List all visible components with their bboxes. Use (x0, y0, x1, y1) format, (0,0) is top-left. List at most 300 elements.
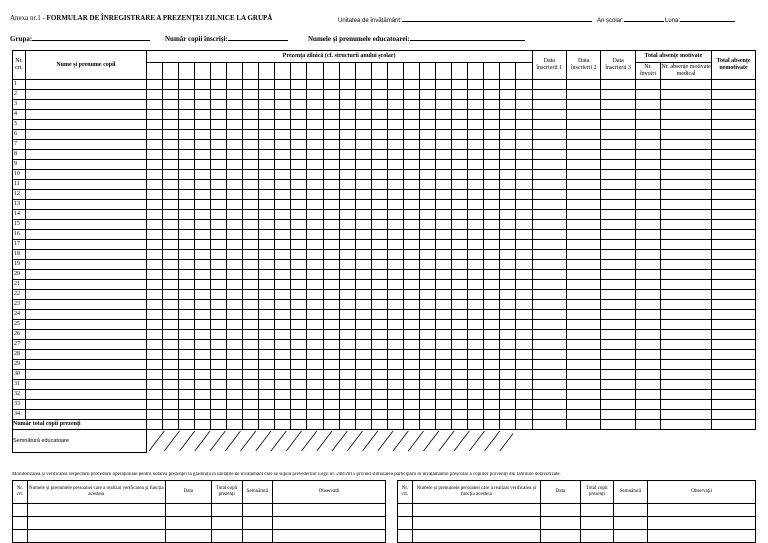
presence-cell[interactable] (227, 410, 243, 420)
presence-cell[interactable] (194, 390, 210, 400)
presence-cell[interactable] (468, 280, 484, 290)
presence-cell[interactable] (178, 270, 194, 280)
presence-cell[interactable] (339, 120, 355, 130)
presence-cell[interactable] (452, 90, 468, 100)
child-name-cell[interactable] (26, 110, 147, 120)
presence-cell[interactable] (403, 380, 419, 390)
presence-cell[interactable] (403, 250, 419, 260)
summary-cell[interactable] (661, 380, 712, 390)
presence-cell[interactable] (259, 370, 275, 380)
presence-cell[interactable] (452, 200, 468, 210)
presence-cell[interactable] (452, 380, 468, 390)
presence-cell[interactable] (227, 220, 243, 230)
child-name-cell[interactable] (26, 340, 147, 350)
signature-slash[interactable] (210, 431, 225, 451)
presence-cell[interactable] (178, 280, 194, 290)
presence-cell[interactable] (484, 270, 500, 280)
presence-cell[interactable] (452, 330, 468, 340)
presence-cell[interactable] (259, 180, 275, 190)
summary-cell[interactable] (532, 240, 566, 250)
presence-cell[interactable] (243, 250, 259, 260)
presence-cell[interactable] (403, 110, 419, 120)
presence-cell[interactable] (371, 100, 387, 110)
summary-cell[interactable] (635, 190, 660, 200)
presence-cell[interactable] (162, 110, 178, 120)
presence-cell[interactable] (371, 320, 387, 330)
presence-cell[interactable] (436, 260, 452, 270)
presence-cell[interactable] (420, 310, 436, 320)
summary-cell[interactable] (567, 270, 601, 280)
presence-cell[interactable] (436, 280, 452, 290)
summary-cell[interactable] (532, 330, 566, 340)
presence-cell[interactable] (516, 190, 532, 200)
presence-cell[interactable] (194, 150, 210, 160)
presence-cell[interactable] (227, 360, 243, 370)
presence-cell[interactable] (323, 100, 339, 110)
presence-cell[interactable] (403, 140, 419, 150)
presence-cell[interactable] (516, 90, 532, 100)
verification-cell[interactable] (412, 504, 540, 517)
summary-cell[interactable] (532, 190, 566, 200)
summary-cell[interactable] (567, 170, 601, 180)
signature-slash[interactable] (194, 431, 209, 451)
presence-cell[interactable] (371, 200, 387, 210)
total-present-cell[interactable] (403, 420, 419, 430)
presence-cell[interactable] (516, 310, 532, 320)
summary-cell[interactable] (661, 400, 712, 410)
total-present-cell[interactable] (243, 420, 259, 430)
child-name-cell[interactable] (26, 150, 147, 160)
presence-cell[interactable] (194, 350, 210, 360)
presence-cell[interactable] (371, 360, 387, 370)
presence-cell[interactable] (227, 110, 243, 120)
presence-cell[interactable] (339, 240, 355, 250)
presence-cell[interactable] (500, 150, 516, 160)
summary-cell[interactable] (661, 130, 712, 140)
presence-cell[interactable] (162, 400, 178, 410)
summary-cell[interactable] (635, 260, 660, 270)
presence-cell[interactable] (468, 370, 484, 380)
presence-cell[interactable] (484, 200, 500, 210)
presence-cell[interactable] (162, 380, 178, 390)
presence-cell[interactable] (387, 350, 403, 360)
presence-cell[interactable] (178, 340, 194, 350)
presence-cell[interactable] (146, 250, 162, 260)
presence-cell[interactable] (355, 210, 371, 220)
presence-cell[interactable] (146, 110, 162, 120)
presence-cell[interactable] (291, 90, 307, 100)
verification-cell[interactable] (242, 530, 273, 543)
presence-cell[interactable] (291, 280, 307, 290)
presence-cell[interactable] (436, 130, 452, 140)
presence-cell[interactable] (162, 310, 178, 320)
presence-cell[interactable] (259, 190, 275, 200)
presence-cell[interactable] (307, 180, 323, 190)
presence-cell[interactable] (194, 180, 210, 190)
presence-cell[interactable] (243, 130, 259, 140)
presence-cell[interactable] (484, 140, 500, 150)
presence-cell[interactable] (146, 380, 162, 390)
presence-cell[interactable] (210, 110, 226, 120)
presence-cell[interactable] (420, 190, 436, 200)
summary-cell[interactable] (712, 110, 756, 120)
presence-cell[interactable] (468, 390, 484, 400)
presence-cell[interactable] (210, 270, 226, 280)
presence-cell[interactable] (371, 180, 387, 190)
presence-cell[interactable] (323, 400, 339, 410)
presence-cell[interactable] (146, 270, 162, 280)
presence-cell[interactable] (468, 330, 484, 340)
presence-cell[interactable] (500, 200, 516, 210)
total-present-cell[interactable] (468, 420, 484, 430)
presence-cell[interactable] (339, 330, 355, 340)
presence-cell[interactable] (259, 250, 275, 260)
presence-cell[interactable] (420, 130, 436, 140)
summary-cell[interactable] (567, 390, 601, 400)
presence-cell[interactable] (500, 400, 516, 410)
presence-cell[interactable] (452, 110, 468, 120)
presence-cell[interactable] (468, 180, 484, 190)
presence-cell[interactable] (307, 380, 323, 390)
presence-cell[interactable] (227, 180, 243, 190)
presence-cell[interactable] (516, 110, 532, 120)
summary-cell[interactable] (712, 250, 756, 260)
summary-cell[interactable] (712, 290, 756, 300)
presence-cell[interactable] (452, 410, 468, 420)
presence-cell[interactable] (516, 210, 532, 220)
summary-cell[interactable] (532, 180, 566, 190)
presence-cell[interactable] (291, 230, 307, 240)
summary-cell[interactable] (661, 150, 712, 160)
presence-cell[interactable] (516, 260, 532, 270)
presence-cell[interactable] (275, 400, 291, 410)
summary-cell[interactable] (635, 340, 660, 350)
presence-cell[interactable] (307, 300, 323, 310)
presence-cell[interactable] (194, 280, 210, 290)
summary-cell[interactable] (712, 350, 756, 360)
presence-cell[interactable] (371, 280, 387, 290)
presence-cell[interactable] (243, 100, 259, 110)
presence-cell[interactable] (291, 100, 307, 110)
presence-cell[interactable] (436, 110, 452, 120)
presence-cell[interactable] (371, 110, 387, 120)
summary-cell[interactable] (532, 80, 566, 90)
presence-cell[interactable] (500, 260, 516, 270)
presence-cell[interactable] (484, 380, 500, 390)
presence-cell[interactable] (339, 290, 355, 300)
presence-cell[interactable] (452, 360, 468, 370)
summary-cell[interactable] (601, 310, 635, 320)
presence-cell[interactable] (178, 320, 194, 330)
presence-cell[interactable] (403, 200, 419, 210)
presence-cell[interactable] (243, 350, 259, 360)
presence-cell[interactable] (516, 230, 532, 240)
summary-cell[interactable] (661, 370, 712, 380)
presence-cell[interactable] (355, 410, 371, 420)
presence-cell[interactable] (516, 400, 532, 410)
presence-cell[interactable] (307, 90, 323, 100)
presence-cell[interactable] (500, 170, 516, 180)
presence-cell[interactable] (291, 360, 307, 370)
presence-cell[interactable] (516, 340, 532, 350)
presence-cell[interactable] (323, 80, 339, 90)
child-name-cell[interactable] (26, 330, 147, 340)
presence-cell[interactable] (210, 130, 226, 140)
presence-cell[interactable] (484, 210, 500, 220)
presence-cell[interactable] (194, 320, 210, 330)
presence-cell[interactable] (339, 380, 355, 390)
signature-slash[interactable] (286, 431, 301, 451)
presence-cell[interactable] (500, 340, 516, 350)
presence-cell[interactable] (403, 190, 419, 200)
presence-cell[interactable] (227, 200, 243, 210)
presence-cell[interactable] (307, 340, 323, 350)
total-present-cell[interactable] (162, 420, 178, 430)
presence-cell[interactable] (371, 350, 387, 360)
summary-cell[interactable] (601, 380, 635, 390)
presence-cell[interactable] (436, 100, 452, 110)
presence-cell[interactable] (452, 120, 468, 130)
summary-cell[interactable] (635, 310, 660, 320)
presence-cell[interactable] (291, 240, 307, 250)
summary-cell[interactable] (661, 180, 712, 190)
presence-cell[interactable] (355, 240, 371, 250)
summary-cell[interactable] (601, 230, 635, 240)
presence-cell[interactable] (516, 270, 532, 280)
signature-slash[interactable] (408, 431, 423, 451)
summary-cell[interactable] (661, 170, 712, 180)
presence-cell[interactable] (323, 340, 339, 350)
presence-cell[interactable] (387, 120, 403, 130)
presence-cell[interactable] (403, 210, 419, 220)
presence-cell[interactable] (307, 320, 323, 330)
summary-cell[interactable] (635, 370, 660, 380)
presence-cell[interactable] (339, 360, 355, 370)
summary-cell[interactable] (661, 390, 712, 400)
presence-cell[interactable] (146, 290, 162, 300)
presence-cell[interactable] (484, 350, 500, 360)
summary-cell[interactable] (601, 100, 635, 110)
total-present-cell[interactable] (275, 420, 291, 430)
child-name-cell[interactable] (26, 280, 147, 290)
presence-cell[interactable] (468, 320, 484, 330)
summary-cell[interactable] (601, 80, 635, 90)
presence-cell[interactable] (275, 330, 291, 340)
presence-cell[interactable] (452, 170, 468, 180)
presence-cell[interactable] (355, 100, 371, 110)
summary-cell[interactable] (712, 190, 756, 200)
presence-cell[interactable] (146, 100, 162, 110)
presence-cell[interactable] (436, 200, 452, 210)
presence-cell[interactable] (323, 370, 339, 380)
presence-cell[interactable] (275, 290, 291, 300)
presence-cell[interactable] (210, 120, 226, 130)
signature-slash[interactable] (454, 431, 469, 451)
presence-cell[interactable] (420, 150, 436, 160)
summary-cell[interactable] (567, 280, 601, 290)
presence-cell[interactable] (387, 390, 403, 400)
total-present-cell[interactable] (484, 420, 500, 430)
summary-cell[interactable] (601, 180, 635, 190)
group-field[interactable] (10, 33, 150, 43)
presence-cell[interactable] (452, 340, 468, 350)
presence-cell[interactable] (194, 220, 210, 230)
summary-cell[interactable] (567, 220, 601, 230)
summary-cell[interactable] (532, 120, 566, 130)
presence-cell[interactable] (452, 150, 468, 160)
presence-cell[interactable] (420, 390, 436, 400)
presence-cell[interactable] (500, 190, 516, 200)
verification-cell[interactable] (27, 530, 165, 543)
signature-slash[interactable] (255, 431, 270, 451)
presence-cell[interactable] (275, 220, 291, 230)
presence-cell[interactable] (339, 320, 355, 330)
summary-cell[interactable] (661, 110, 712, 120)
presence-cell[interactable] (307, 210, 323, 220)
presence-cell[interactable] (516, 290, 532, 300)
presence-cell[interactable] (339, 260, 355, 270)
presence-cell[interactable] (146, 280, 162, 290)
presence-cell[interactable] (178, 300, 194, 310)
presence-cell[interactable] (484, 290, 500, 300)
presence-cell[interactable] (468, 200, 484, 210)
presence-cell[interactable] (387, 250, 403, 260)
presence-cell[interactable] (403, 180, 419, 190)
presence-cell[interactable] (243, 290, 259, 300)
presence-cell[interactable] (162, 320, 178, 330)
presence-cell[interactable] (210, 80, 226, 90)
presence-cell[interactable] (162, 80, 178, 90)
presence-cell[interactable] (387, 360, 403, 370)
signature-slash[interactable] (377, 431, 392, 451)
presence-cell[interactable] (355, 390, 371, 400)
presence-cell[interactable] (275, 200, 291, 210)
verification-cell[interactable] (540, 504, 580, 517)
presence-cell[interactable] (516, 220, 532, 230)
verification-cell[interactable] (613, 504, 648, 517)
verification-cell[interactable] (398, 517, 413, 530)
signature-slash[interactable] (499, 431, 512, 451)
presence-cell[interactable] (516, 240, 532, 250)
child-name-cell[interactable] (26, 90, 147, 100)
presence-cell[interactable] (178, 140, 194, 150)
summary-cell[interactable] (601, 260, 635, 270)
presence-cell[interactable] (210, 330, 226, 340)
presence-cell[interactable] (178, 80, 194, 90)
presence-cell[interactable] (162, 360, 178, 370)
presence-cell[interactable] (500, 130, 516, 140)
presence-cell[interactable] (210, 140, 226, 150)
summary-cell[interactable] (532, 390, 566, 400)
presence-cell[interactable] (516, 100, 532, 110)
child-name-cell[interactable] (26, 400, 147, 410)
summary-cell[interactable] (601, 160, 635, 170)
presence-cell[interactable] (227, 290, 243, 300)
presence-cell[interactable] (355, 250, 371, 260)
presence-cell[interactable] (403, 240, 419, 250)
presence-cell[interactable] (210, 280, 226, 290)
presence-cell[interactable] (371, 210, 387, 220)
presence-cell[interactable] (210, 180, 226, 190)
presence-cell[interactable] (371, 380, 387, 390)
presence-cell[interactable] (436, 240, 452, 250)
presence-cell[interactable] (371, 150, 387, 160)
summary-cell[interactable] (635, 130, 660, 140)
presence-cell[interactable] (323, 390, 339, 400)
presence-cell[interactable] (162, 190, 178, 200)
presence-cell[interactable] (339, 80, 355, 90)
presence-cell[interactable] (500, 160, 516, 170)
summary-cell[interactable] (601, 330, 635, 340)
presence-cell[interactable] (291, 310, 307, 320)
presence-cell[interactable] (291, 330, 307, 340)
presence-cell[interactable] (275, 310, 291, 320)
summary-cell[interactable] (635, 380, 660, 390)
presence-cell[interactable] (307, 310, 323, 320)
presence-cell[interactable] (307, 120, 323, 130)
presence-cell[interactable] (146, 320, 162, 330)
presence-cell[interactable] (387, 140, 403, 150)
presence-cell[interactable] (307, 250, 323, 260)
summary-cell[interactable] (712, 80, 756, 90)
presence-cell[interactable] (420, 370, 436, 380)
presence-cell[interactable] (403, 390, 419, 400)
summary-cell[interactable] (661, 260, 712, 270)
presence-cell[interactable] (323, 190, 339, 200)
summary-cell[interactable] (712, 160, 756, 170)
presence-cell[interactable] (339, 210, 355, 220)
summary-cell[interactable] (567, 400, 601, 410)
presence-cell[interactable] (194, 110, 210, 120)
presence-cell[interactable] (323, 120, 339, 130)
presence-cell[interactable] (339, 340, 355, 350)
presence-cell[interactable] (178, 250, 194, 260)
presence-cell[interactable] (339, 270, 355, 280)
presence-cell[interactable] (162, 220, 178, 230)
presence-cell[interactable] (307, 290, 323, 300)
presence-cell[interactable] (323, 360, 339, 370)
presence-cell[interactable] (162, 280, 178, 290)
presence-cell[interactable] (178, 150, 194, 160)
presence-cell[interactable] (323, 170, 339, 180)
child-name-cell[interactable] (26, 270, 147, 280)
presence-cell[interactable] (210, 220, 226, 230)
presence-cell[interactable] (484, 80, 500, 90)
verification-cell[interactable] (27, 504, 165, 517)
presence-cell[interactable] (403, 310, 419, 320)
presence-cell[interactable] (371, 190, 387, 200)
presence-cell[interactable] (387, 200, 403, 210)
summary-cell[interactable] (567, 180, 601, 190)
total-present-cell[interactable] (178, 420, 194, 430)
presence-cell[interactable] (468, 240, 484, 250)
presence-cell[interactable] (275, 350, 291, 360)
presence-cell[interactable] (210, 290, 226, 300)
presence-cell[interactable] (387, 90, 403, 100)
presence-cell[interactable] (162, 180, 178, 190)
presence-cell[interactable] (420, 300, 436, 310)
presence-cell[interactable] (227, 350, 243, 360)
presence-cell[interactable] (339, 130, 355, 140)
presence-cell[interactable] (420, 280, 436, 290)
presence-cell[interactable] (194, 310, 210, 320)
presence-cell[interactable] (371, 410, 387, 420)
presence-cell[interactable] (420, 260, 436, 270)
presence-cell[interactable] (500, 410, 516, 420)
summary-cell[interactable] (601, 210, 635, 220)
signature-slash[interactable] (149, 431, 164, 451)
presence-cell[interactable] (259, 150, 275, 160)
